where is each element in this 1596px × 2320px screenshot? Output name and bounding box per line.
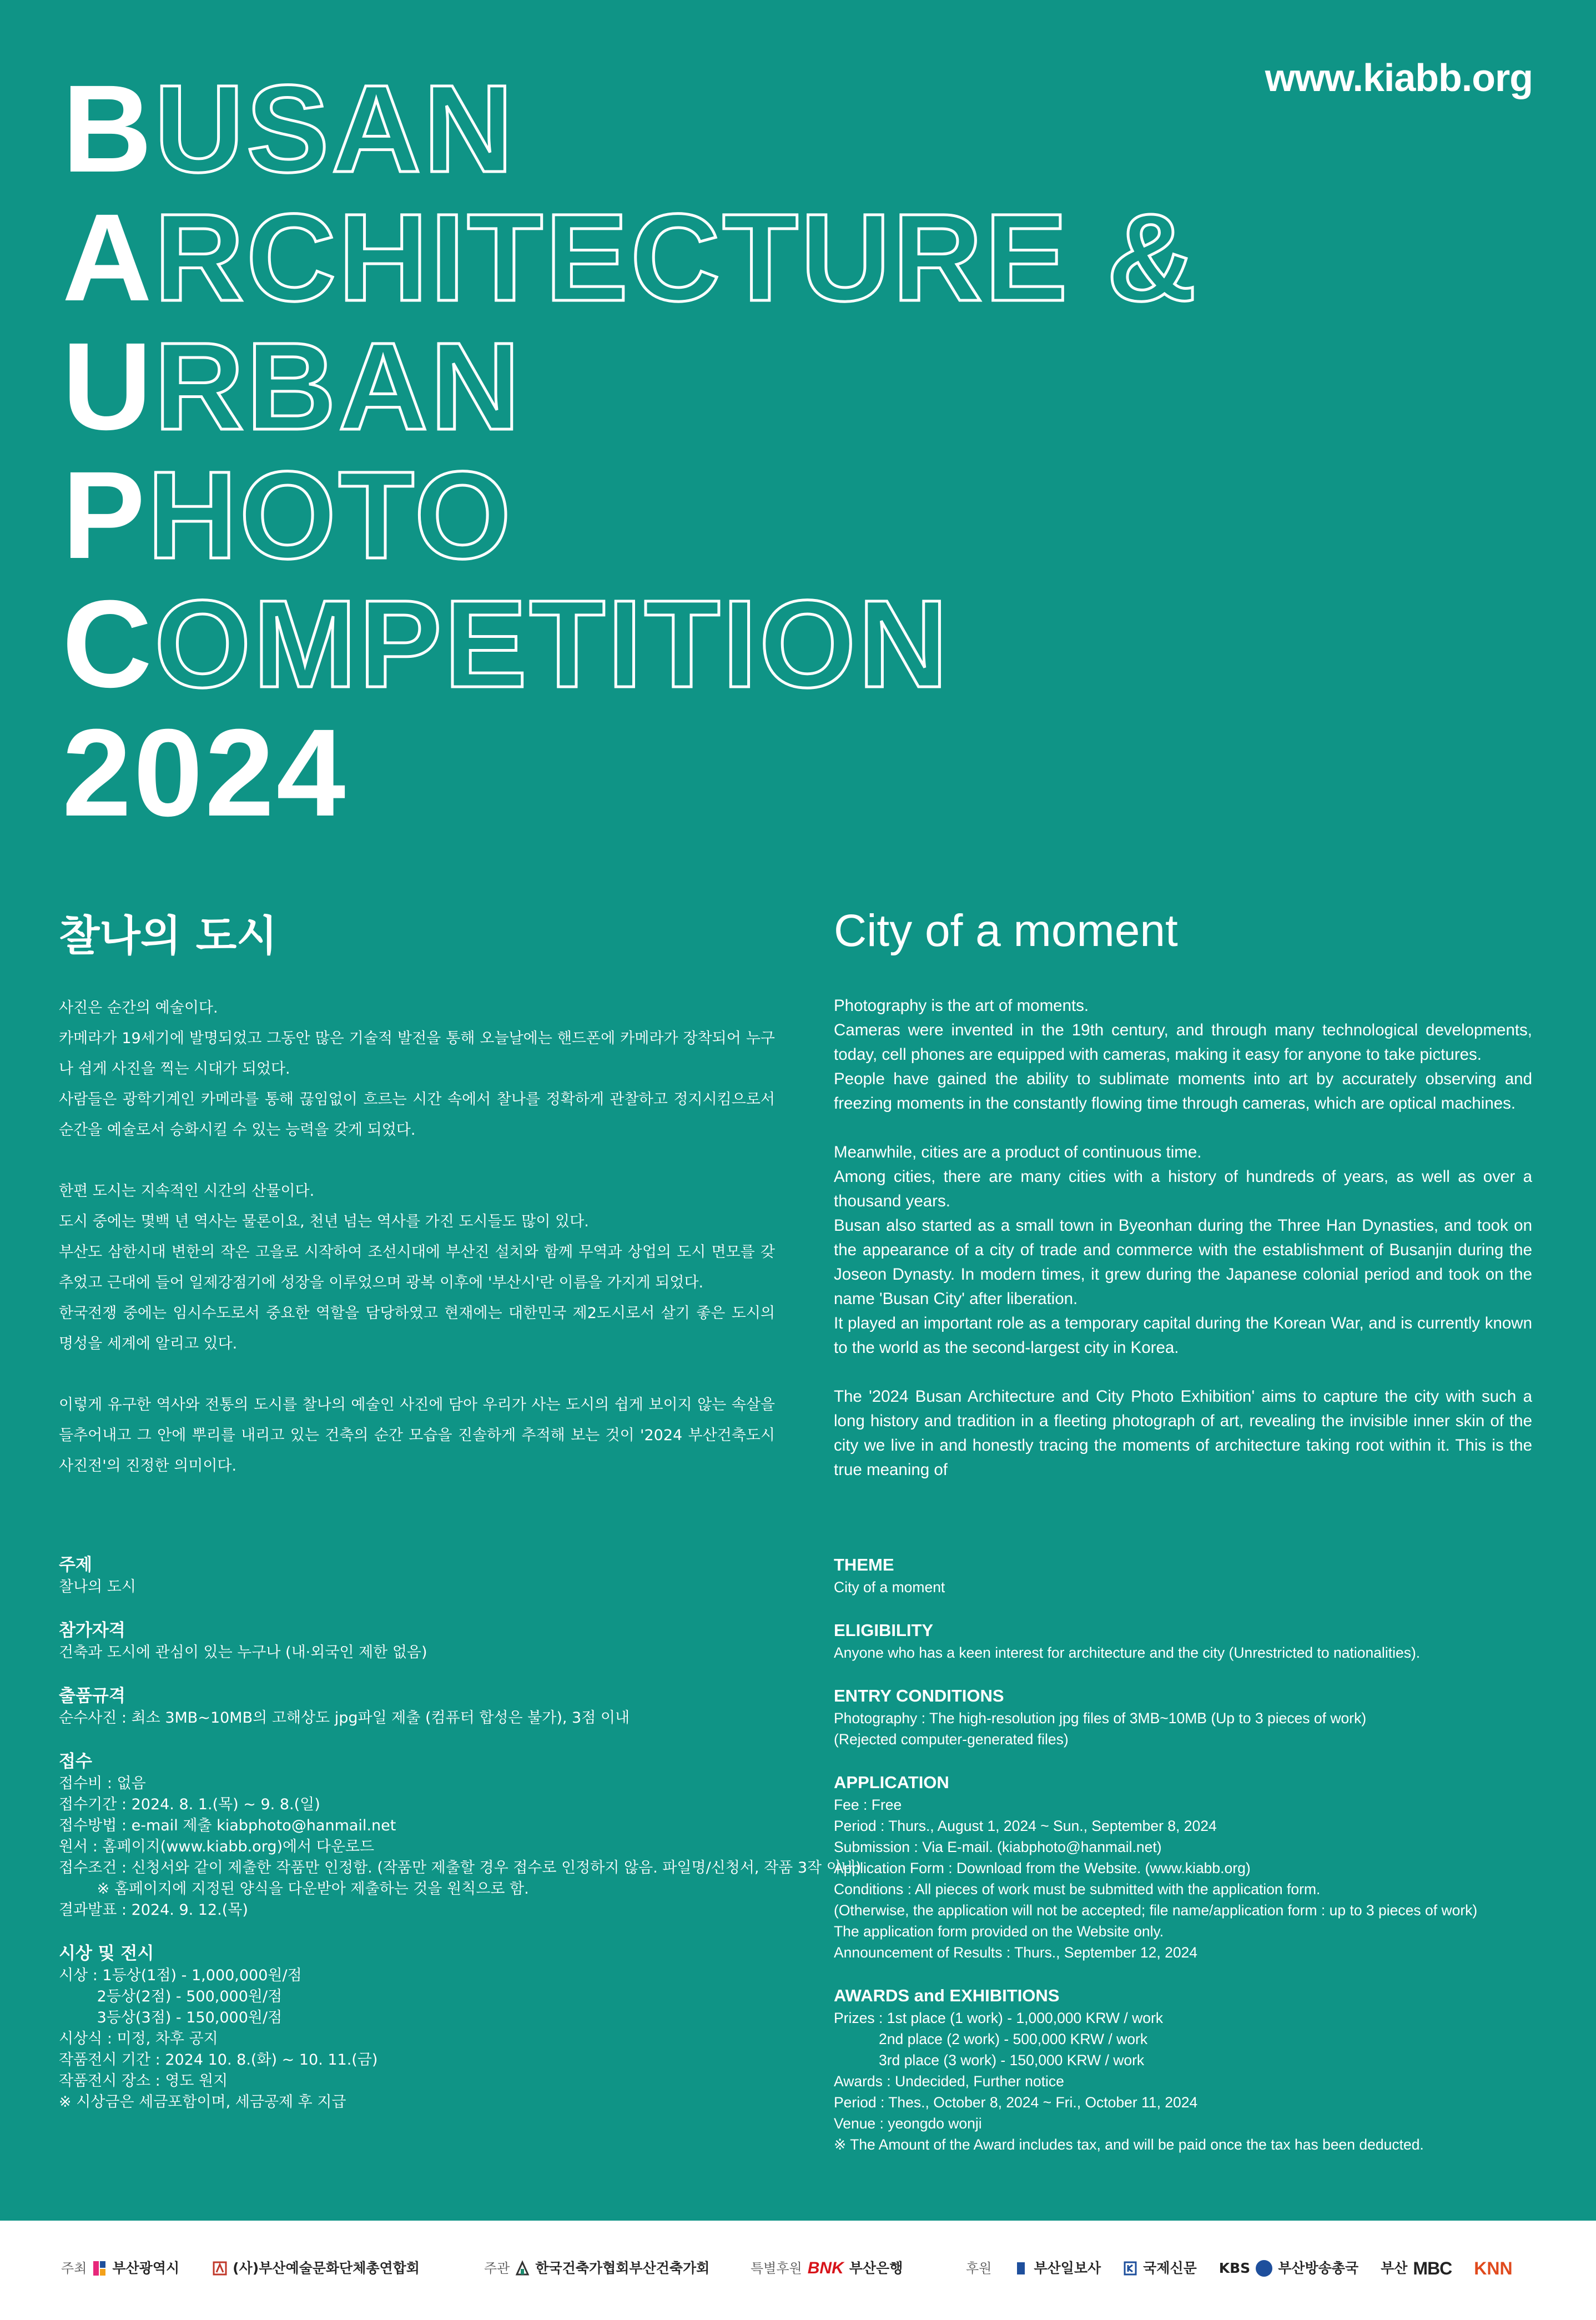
detail-line: 작품전시 장소 : 영도 원지 [59,2072,228,2090]
title-rest: HOTO [147,446,513,585]
sponsor-footer [0,2221,1596,2320]
kbs-logo: KBS [1219,2260,1251,2276]
detail-section-eligibility [834,1619,1572,1663]
organizer-name: 한국건축가협회부산건축가회 [535,2260,710,2276]
english-paragraph: It played an important role as a temporary capital during the Korean War, and is currently known to the world as the second-largest city in Korea. [834,1314,1532,1357]
support-group [966,2258,1513,2278]
detail-section-eligibility [59,1619,814,1663]
english-paragraph: Busan also started as a small town in Byeonhan during the Three Han Dynasties, and took on the appearance of a city of trade and commerce with the establishment of Busanjin during the Joseon Dynasty. In modern times, it grew during the Japanese colonial period and took on the name 'Busan City' after liberation. [834,1216,1532,1308]
korean-paragraph: 한편 도시는 지속적인 시간의 산물이다. [59,1182,315,1200]
detail-line: (Otherwise, the application will not be accepted; file name/application form : up to 3 pieces of work) [834,1902,1478,1919]
detail-heading: ENTRY CONDITIONS [834,1686,1004,1705]
detail-line: ※ 시상금은 세금포함이며, 세금공제 후 지급 [59,2093,346,2111]
detail-section-theme [59,1553,814,1598]
korean-paragraph: 도시 중에는 몇백 년 역사는 물론이요, 천년 넘는 역사를 가진 도시들도 많이 있다. [59,1213,589,1230]
english-paragraph: The '2024 Busan Architecture and City Photo Exhibition' aims to capture the city with such a long history and tradition in a fleeting photograph of art, revealing the invisible inner skin of the city we live in and honestly tracing the moments of architecture taking root within it. This is the true meaning of [834,1387,1532,1479]
english-intro [834,994,1532,1482]
title-initial: U [62,317,154,456]
detail-line: Period : Thurs., August 1, 2024 ~ Sun., September 8, 2024 [834,1818,1217,1834]
detail-heading: THEME [834,1555,894,1574]
english-paragraph: Meanwhile, cities are a product of continuous time. [834,1143,1202,1161]
detail-line: 결과발표 : 2024. 9. 12.(목) [59,1901,248,1919]
detail-section-awards [834,1984,1572,2155]
busan-mbc-prefix: 부산 [1381,2260,1408,2276]
title-rest: OMPETITION [154,575,950,713]
knn-logo: KNN [1474,2258,1513,2278]
title-rest: RBAN [154,317,522,456]
host-busan-city: 부산광역시 [112,2260,180,2276]
detail-line: Conditions : All pieces of work must be submitted with the application form. [834,1881,1321,1898]
detail-line: 찰나의 도시 [59,1578,136,1596]
english-paragraph: Photography is the art of moments. [834,997,1089,1015]
organizer-label: 주관 [484,2261,510,2276]
detail-heading: 시상 및 전시 [59,1944,154,1964]
detail-line: (Rejected computer-generated files) [834,1731,1069,1748]
kookje-newspaper: 국제신문 [1143,2260,1197,2276]
detail-line: Venue : yeongdo wonji [834,2115,982,2132]
detail-line: 작품전시 기간 : 2024 10. 8.(화) ~ 10. 11.(금) [59,2051,378,2069]
title-initial: P [62,446,148,585]
korean-paragraph: 사진은 순간의 예술이다. [59,999,218,1016]
organizer-group [484,2258,709,2278]
detail-section-entry [834,1684,1572,1750]
title-initial: A [62,188,154,327]
detail-line: 2nd place (2 work) - 500,000 KRW / work [834,2031,1148,2047]
title-rest: USAN [154,59,516,198]
detail-line: 순수사진 : 최소 3MB~10MB의 고해상도 jpg파일 제출 (컴퓨터 합성은 불가), 3점 이내 [59,1709,630,1727]
busan-ilbo-logo-icon [1014,2260,1028,2277]
detail-line: Fee : Free [834,1796,902,1813]
host-arts-federation: (사)부산예술문화단체총연합회 [233,2260,420,2276]
korean-details [59,1553,862,2134]
detail-heading: 참가자격 [59,1621,125,1640]
detail-line: 접수비 : 없음 [59,1775,146,1792]
detail-section-application [834,1771,1572,1963]
busan-bank: 부산은행 [849,2260,903,2276]
host-group [61,2258,420,2278]
busan-city-logo-icon [92,2260,107,2277]
detail-line: 접수방법 : e-mail 제출 kiabphoto@hanmail.net [59,1817,396,1834]
english-details [834,1553,1572,2176]
korean-paragraph: 카메라가 19세기에 발명되었고 그동안 많은 기술적 발전을 통해 오늘날에는 핸드폰에 카메라가 장착되어 누구나 쉽게 사진을 찍는 시대가 되었다. [59,1030,775,1078]
english-paragraph: People have gained the ability to sublimate moments into art by accurately observing and freezing moments in the constantly flowing time through cameras, which are optical machines. [834,1070,1532,1113]
detail-line: 건축과 도시에 관심이 있는 누구나 (내·외국인 제한 없음) [59,1644,427,1661]
detail-line: 3rd place (3 work) - 150,000 KRW / work [834,2052,1145,2069]
detail-line: Awards : Undecided, Further notice [834,2073,1064,2090]
detail-section-entry [59,1684,814,1729]
title-line-competition [62,575,1199,713]
english-heading: City of a moment [834,905,1178,956]
detail-section-theme [834,1553,1572,1598]
korean-paragraph: 한국전쟁 중에는 임시수도로서 중요한 역할을 담당하였고 현재에는 대한민국 제2도시로서 살기 좋은 도시의 명성을 세계에 알리고 있다. [59,1305,775,1352]
detail-line: Period : Thes., October 8, 2024 ~ Fri., October 11, 2024 [834,2094,1198,2111]
title-initial: B [62,59,154,198]
support-label: 후원 [966,2261,992,2276]
detail-line: 접수조건 : 신청서와 같이 제출한 작품만 인정함. (작품만 제출할 경우 접수로 인정하지 않음. 파일명/신청서, 작품 3작 이내) [59,1859,862,1876]
title-initial: C [62,575,154,713]
detail-line: 원서 : 홈페이지(www.kiabb.org)에서 다운로드 [59,1838,375,1855]
arts-federation-logo-icon [213,2260,227,2277]
kookje-logo-icon [1123,2260,1137,2277]
english-paragraph: Among cities, there are many cities with a history of hundreds of years, as well as over a thousand years. [834,1167,1532,1210]
detail-line: ※ The Amount of the Award includes tax, and will be paid once the tax has been deducted. [834,2136,1424,2153]
detail-section-application [59,1750,862,1921]
architects-association-logo-icon [515,2260,530,2277]
detail-line: Photography : The high-resolution jpg files of 3MB~10MB (Up to 3 pieces of work) [834,1710,1367,1727]
detail-heading: ELIGIBILITY [834,1621,934,1640]
website-url[interactable]: www.kiabb.org [1265,56,1533,99]
detail-line: ※ 홈페이지에 지정된 양식을 다운받아 제출하는 것을 원칙으로 함. [59,1880,529,1898]
title-line-busan [62,59,1199,198]
detail-heading: APPLICATION [834,1773,949,1792]
bnk-logo: BNK [807,2259,844,2277]
host-label: 주최 [61,2261,87,2276]
special-sponsor-label: 특별후원 [751,2261,802,2276]
busan-ilbo: 부산일보사 [1034,2260,1101,2276]
title-rest: RCHITECTURE & [154,188,1199,327]
detail-line: The application form provided on the Website only. [834,1923,1164,1940]
detail-section-awards [59,1942,814,2113]
title-line-urban [62,317,1199,456]
detail-line: Application Form : Download from the Website. (www.kiabb.org) [834,1860,1251,1876]
detail-line: 시상식 : 미정, 차후 공지 [59,2030,218,2047]
detail-line: 2등상(2점) - 500,000원/점 [59,1988,283,2005]
title-year: 2024 [62,703,348,842]
detail-line: 접수기간 : 2024. 8. 1.(목) ~ 9. 8.(일) [59,1796,320,1813]
mbc-logo: MBC [1413,2258,1452,2278]
korean-paragraph: 부산도 삼한시대 변한의 작은 고을로 시작하여 조선시대에 부산진 설치와 함께 무역과 상업의 도시 면모를 갖추었고 근대에 들어 일제강점기에 성장을 이루었으며 광복 이후에 '부산시'란 이름을 가지게 되었다. [59,1244,775,1291]
detail-line: 시상 : 1등상(1점) - 1,000,000원/점 [59,1967,302,1984]
competition-title [62,59,1199,842]
detail-line: Announcement of Results : Thurs., September 12, 2024 [834,1944,1198,1961]
kbs-busan: 부산방송총국 [1278,2260,1359,2276]
special-sponsor-group [751,2258,903,2278]
detail-line: 3등상(3점) - 150,000원/점 [59,2009,283,2026]
detail-line: Anyone who has a keen interest for architecture and the city (Unrestricted to nationalities). [834,1644,1421,1661]
kbs-globe-icon [1256,2260,1272,2277]
korean-paragraph: 사람들은 광학기계인 카메라를 통해 끊임없이 흐르는 시간 속에서 찰나를 정확하게 관찰하고 정지시킴으로서 순간을 예술로서 승화시킬 수 있는 능력을 갖게 되었다. [59,1091,775,1139]
detail-line: Submission : Via E-mail. (kiabphoto@hanmail.net) [834,1839,1162,1855]
title-line-photo [62,446,1199,585]
detail-heading: AWARDS and EXHIBITIONS [834,1986,1060,2005]
detail-heading: 접수 [59,1752,92,1772]
korean-heading: 찰나의 도시 [59,911,278,960]
detail-heading: 출품규격 [59,1686,125,1706]
korean-intro [59,993,775,1481]
english-paragraph: Cameras were invented in the 19th century, and through many technological developments, today, cell phones are equipped with cameras, making it easy for anyone to take pictures. [834,1021,1532,1064]
detail-heading: 주제 [59,1555,92,1575]
title-line-architecture [62,188,1199,327]
detail-line: Prizes : 1st place (1 work) - 1,000,000 KRW / work [834,2010,1164,2026]
korean-paragraph: 이렇게 유구한 역사와 전통의 도시를 찰나의 예술인 사진에 담아 우리가 사는 도시의 쉽게 보이지 않는 속살을 들추어내고 그 안에 뿌리를 내리고 있는 건축의 순간 모습을 진솔하게 추적해 보는 것이 '2024 부산건축도시사진전'의 진정한 의미이다. [59,1396,775,1474]
detail-line: City of a moment [834,1579,945,1596]
